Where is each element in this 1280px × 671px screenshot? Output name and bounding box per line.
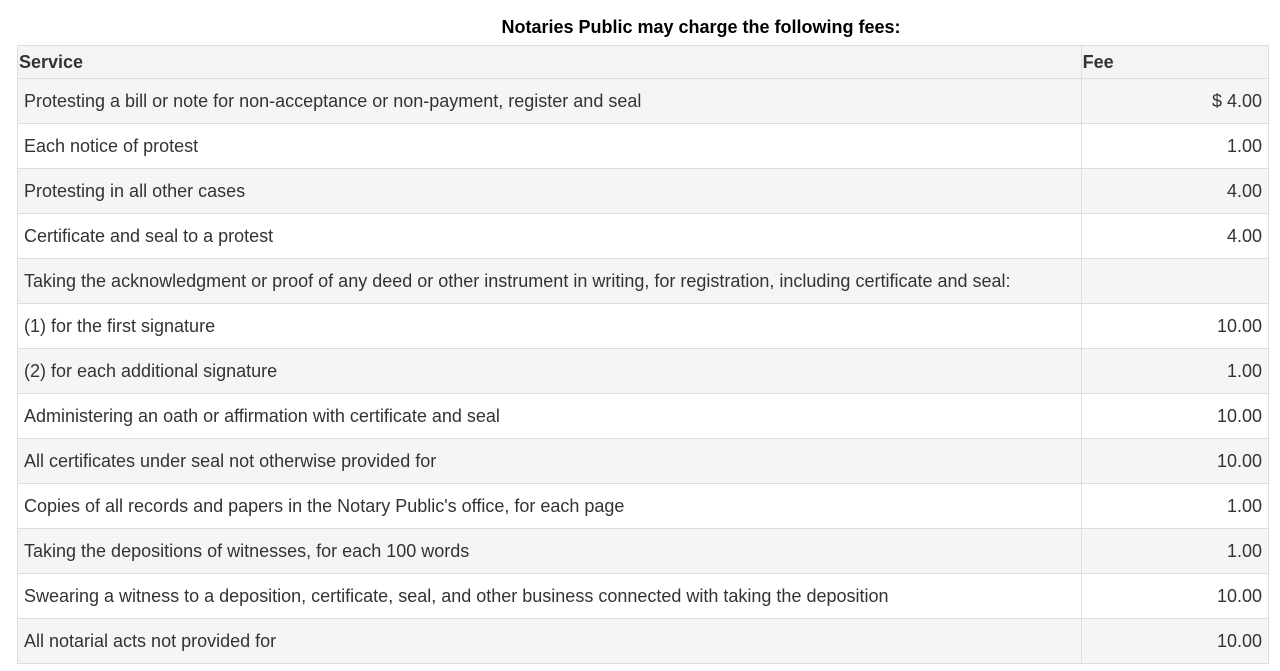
fee-cell: 10.00 <box>1081 394 1268 439</box>
service-cell: Certificate and seal to a protest <box>18 214 1082 259</box>
service-cell: (2) for each additional signature <box>18 349 1082 394</box>
table-row <box>18 304 1269 349</box>
service-cell: (1) for the first signature <box>18 304 1082 349</box>
table-row <box>18 394 1269 439</box>
fee-cell <box>1081 259 1268 304</box>
service-cell: Each notice of protest <box>18 124 1082 169</box>
table-row <box>18 349 1269 394</box>
fee-cell: 1.00 <box>1081 529 1268 574</box>
fee-cell: 10.00 <box>1081 439 1268 484</box>
fee-cell: 1.00 <box>1081 349 1268 394</box>
table-row <box>18 574 1269 619</box>
service-cell: All notarial acts not provided for <box>18 619 1082 664</box>
header-row <box>18 46 1269 79</box>
fee-cell: 1.00 <box>1081 124 1268 169</box>
fee-cell: 10.00 <box>1081 574 1268 619</box>
fee-cell: 4.00 <box>1081 214 1268 259</box>
header-fee: Fee <box>1081 46 1268 79</box>
table-row <box>18 214 1269 259</box>
table-row <box>18 169 1269 214</box>
table-row <box>18 124 1269 169</box>
service-cell: Administering an oath or affirmation with certificate and seal <box>18 394 1082 439</box>
service-cell: Taking the depositions of witnesses, for each 100 words <box>18 529 1082 574</box>
header-service: Service <box>18 46 1082 79</box>
fee-cell: 4.00 <box>1081 169 1268 214</box>
fee-cell: 10.00 <box>1081 304 1268 349</box>
fee-cell: 1.00 <box>1081 484 1268 529</box>
service-cell: Swearing a witness to a deposition, certificate, seal, and other business connected with taking the deposition <box>18 574 1082 619</box>
service-cell: Taking the acknowledgment or proof of any deed or other instrument in writing, for registration, including certificate and seal: <box>18 259 1082 304</box>
table-row <box>18 484 1269 529</box>
service-cell: Protesting in all other cases <box>18 169 1082 214</box>
fee-cell: 10.00 <box>1081 619 1268 664</box>
table-row <box>18 79 1269 124</box>
table-row <box>18 259 1269 304</box>
table-row <box>18 439 1269 484</box>
fee-cell: $ 4.00 <box>1081 79 1268 124</box>
service-cell: All certificates under seal not otherwise provided for <box>18 439 1082 484</box>
service-cell: Copies of all records and papers in the Notary Public's office, for each page <box>18 484 1082 529</box>
service-cell: Protesting a bill or note for non-acceptance or non-payment, register and seal <box>18 79 1082 124</box>
table-caption: Notaries Public may charge the following fees: <box>501 17 901 37</box>
table-body <box>18 79 1269 664</box>
fees-table <box>17 45 1269 664</box>
table-header <box>18 46 1269 79</box>
table-row <box>18 529 1269 574</box>
table-row <box>18 619 1269 664</box>
